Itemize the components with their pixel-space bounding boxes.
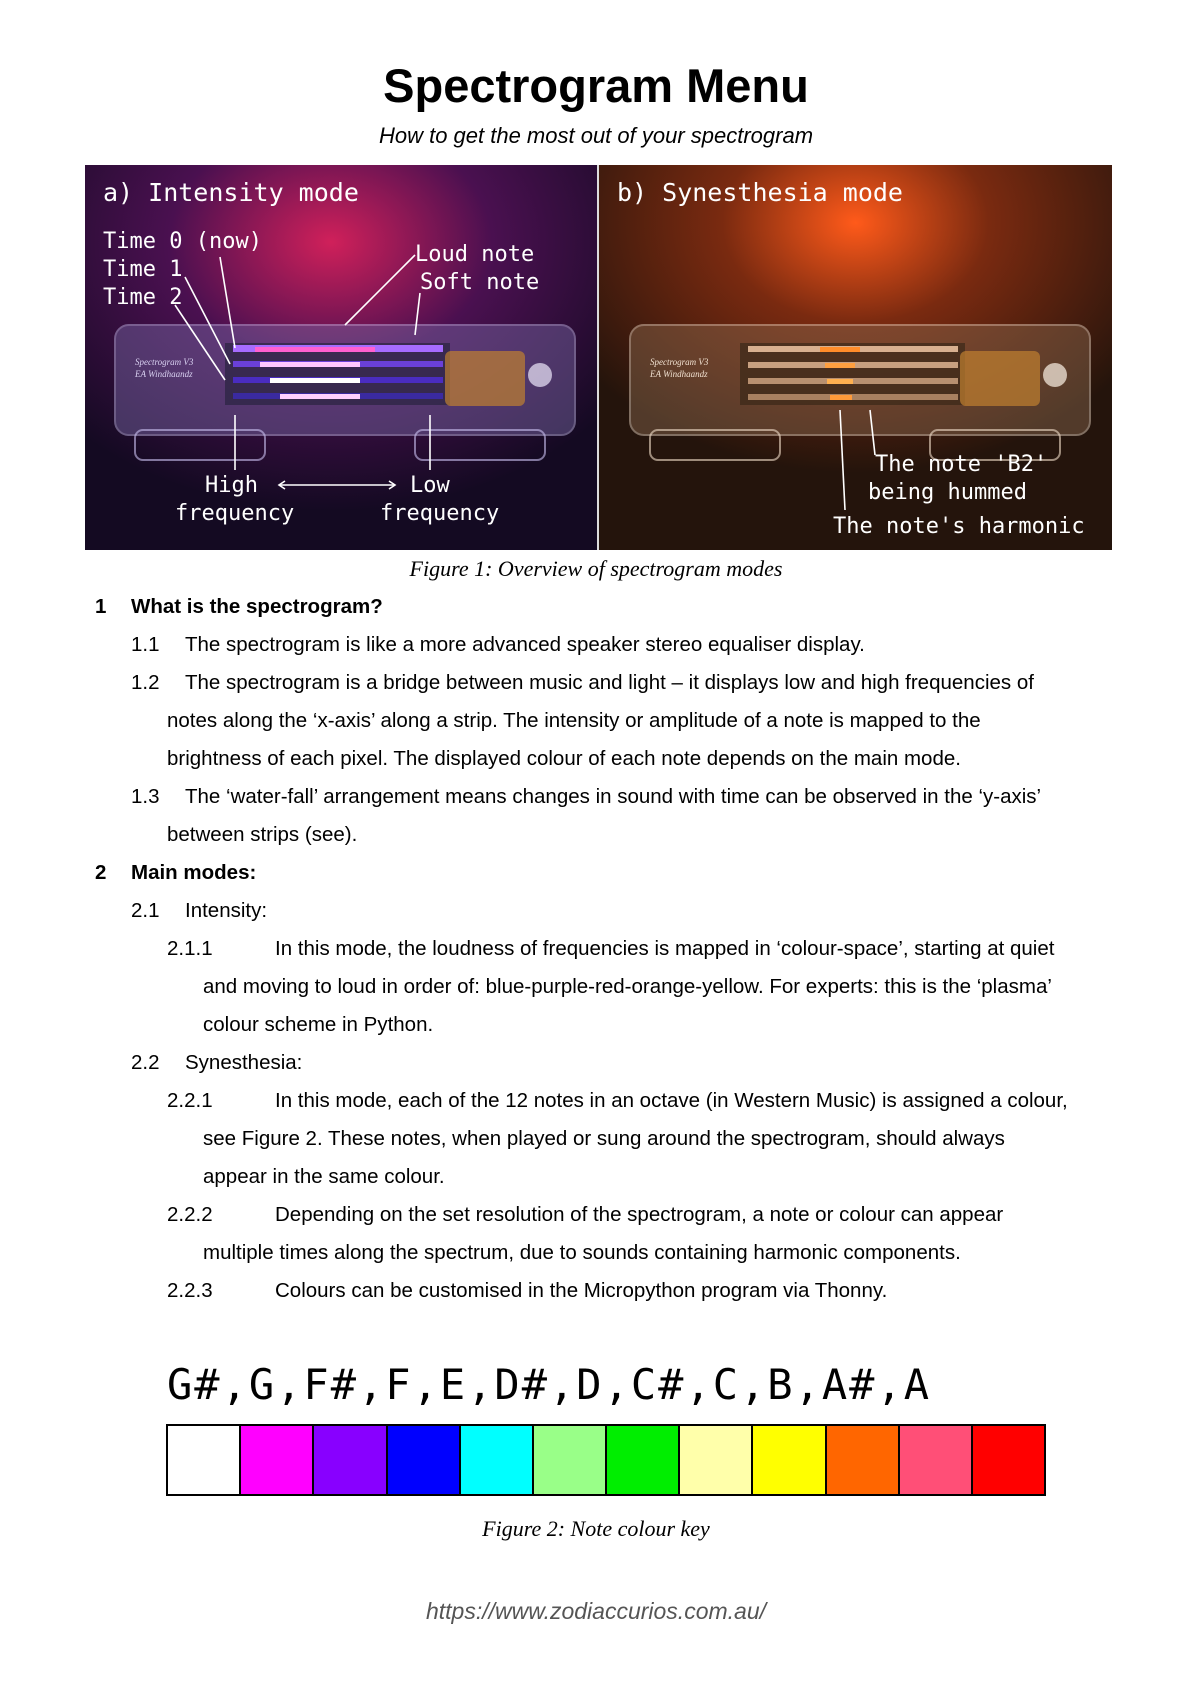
label-time-1: Time 1 [103, 257, 183, 282]
item-2-2-3-number: 2.2.3 [167, 1279, 213, 1302]
section-2-number: 2 [95, 861, 107, 884]
item-2-2-1-line-2: see Figure 2. These notes, when played or sung around the spectrogram, should always [203, 1127, 1005, 1150]
item-2-2-2 [167, 1201, 1003, 1229]
label-note-b2: The note 'B2' [875, 452, 1048, 477]
section-1-number: 1 [95, 595, 107, 618]
item-2-2-1-line-3: appear in the same colour. [203, 1165, 445, 1188]
colour-swatch-7 [607, 1426, 680, 1494]
item-1-3-number: 1.3 [131, 785, 160, 808]
item-2-2-1-line-1: In this mode, each of the 12 notes in an octave (in Western Music) is assigned a colour, [275, 1089, 1068, 1112]
colour-swatch-10 [827, 1426, 900, 1494]
item-2-2-1-number: 2.2.1 [167, 1089, 213, 1112]
item-2-2-text: Synesthesia: [185, 1051, 303, 1074]
colour-swatch-2 [241, 1426, 314, 1494]
label-soft-note: Soft note [420, 270, 540, 295]
section-1-title: What is the spectrogram? [131, 595, 383, 618]
item-2-1-number: 2.1 [131, 899, 160, 922]
section-2-heading [95, 859, 256, 887]
colour-swatch-8 [680, 1426, 753, 1494]
item-1-2-number: 1.2 [131, 671, 160, 694]
label-loud-note: Loud note [415, 242, 535, 267]
label-time-2: Time 2 [103, 285, 183, 310]
label-low-frequency: frequency [380, 501, 500, 526]
note-sequence: G#,G,F#,F,E,D#,D,C#,C,B,A#,A [167, 1360, 932, 1409]
figure-1-photo [85, 165, 1112, 550]
footer-url: https://www.zodiaccurios.com.au/ [425, 1598, 767, 1624]
label-low: Low [410, 473, 450, 498]
label-time-0: Time 0 (now) [103, 229, 262, 254]
colour-swatch-1 [168, 1426, 241, 1494]
item-1-3-line-2: between strips (see). [167, 823, 358, 846]
item-1-1 [131, 631, 865, 659]
item-2-2-1 [167, 1087, 1068, 1115]
figure-2-caption: Figure 2: Note colour key [482, 1516, 710, 1541]
colour-swatch-4 [388, 1426, 461, 1494]
item-2-2-3-text: Colours can be customised in the Micropython program via Thonny. [275, 1279, 888, 1302]
figure-1-caption: Figure 1: Overview of spectrogram modes [409, 556, 783, 581]
colour-swatch-3 [314, 1426, 387, 1494]
panel-b-board-label-2: EA Windhaandz [650, 369, 708, 379]
colour-swatch-12 [973, 1426, 1044, 1494]
item-1-2-line-1: The spectrogram is a bridge between music and light – it displays low and high frequencies of [185, 671, 1034, 694]
item-2-1-text: Intensity: [185, 899, 268, 922]
page-title: Spectrogram Menu [383, 59, 809, 112]
label-harmonic: The note's harmonic [833, 514, 1085, 539]
panel-b-board-label-1: Spectrogram V3 [650, 357, 709, 367]
item-2-2-number: 2.2 [131, 1051, 160, 1074]
item-2-2-3 [167, 1277, 887, 1305]
label-being-hummed: being hummed [868, 480, 1027, 505]
item-1-2-line-2: notes along the ‘x-axis’ along a strip. The intensity or amplitude of a note is mapped to the [167, 709, 981, 732]
item-2-2-2-line-2: multiple times along the spectrum, due to sounds containing harmonic components. [203, 1241, 961, 1264]
colour-swatch-9 [753, 1426, 826, 1494]
item-2-1-1-number: 2.1.1 [167, 937, 213, 960]
colour-swatch-6 [534, 1426, 607, 1494]
item-2-1 [131, 897, 267, 925]
item-1-3 [131, 783, 1041, 811]
colour-swatch-11 [900, 1426, 973, 1494]
item-1-1-text: The spectrogram is like a more advanced speaker stereo equaliser display. [185, 633, 865, 656]
item-2-1-1-line-3: colour scheme in Python. [203, 1013, 434, 1036]
item-1-1-number: 1.1 [131, 633, 160, 656]
panel-a-title: a) Intensity mode [103, 178, 359, 207]
item-2-2-2-number: 2.2.2 [167, 1203, 213, 1226]
item-2-1-1 [167, 935, 1054, 963]
colour-swatch-5 [461, 1426, 534, 1494]
panel-b-title: b) Synesthesia mode [617, 178, 903, 207]
panel-a-board-label-1: Spectrogram V3 [135, 357, 194, 367]
item-2-1-1-line-1: In this mode, the loudness of frequencies is mapped in ‘colour-space’, starting at quiet [275, 937, 1055, 960]
section-2-title: Main modes: [131, 861, 257, 884]
label-high: High [205, 473, 258, 498]
item-1-3-line-1: The ‘water-fall’ arrangement means changes in sound with time can be observed in the ‘y-axis’ [185, 785, 1042, 808]
page-subtitle: How to get the most out of your spectrogram [378, 123, 814, 148]
item-2-1-1-line-2: and moving to loud in order of: blue-purple-red-orange-yellow. For experts: this is the ‘plasma’ [203, 975, 1052, 998]
note-colour-key [166, 1424, 1046, 1496]
item-1-2 [131, 669, 1034, 697]
panel-a-board-label-2: EA Windhaandz [135, 369, 193, 379]
label-high-frequency: frequency [175, 501, 295, 526]
item-2-2 [131, 1049, 302, 1077]
item-1-2-line-3: brightness of each pixel. The displayed colour of each note depends on the main mode. [167, 747, 961, 770]
item-2-2-2-line-1: Depending on the set resolution of the spectrogram, a note or colour can appear [275, 1203, 1004, 1226]
section-1-heading [95, 593, 383, 621]
